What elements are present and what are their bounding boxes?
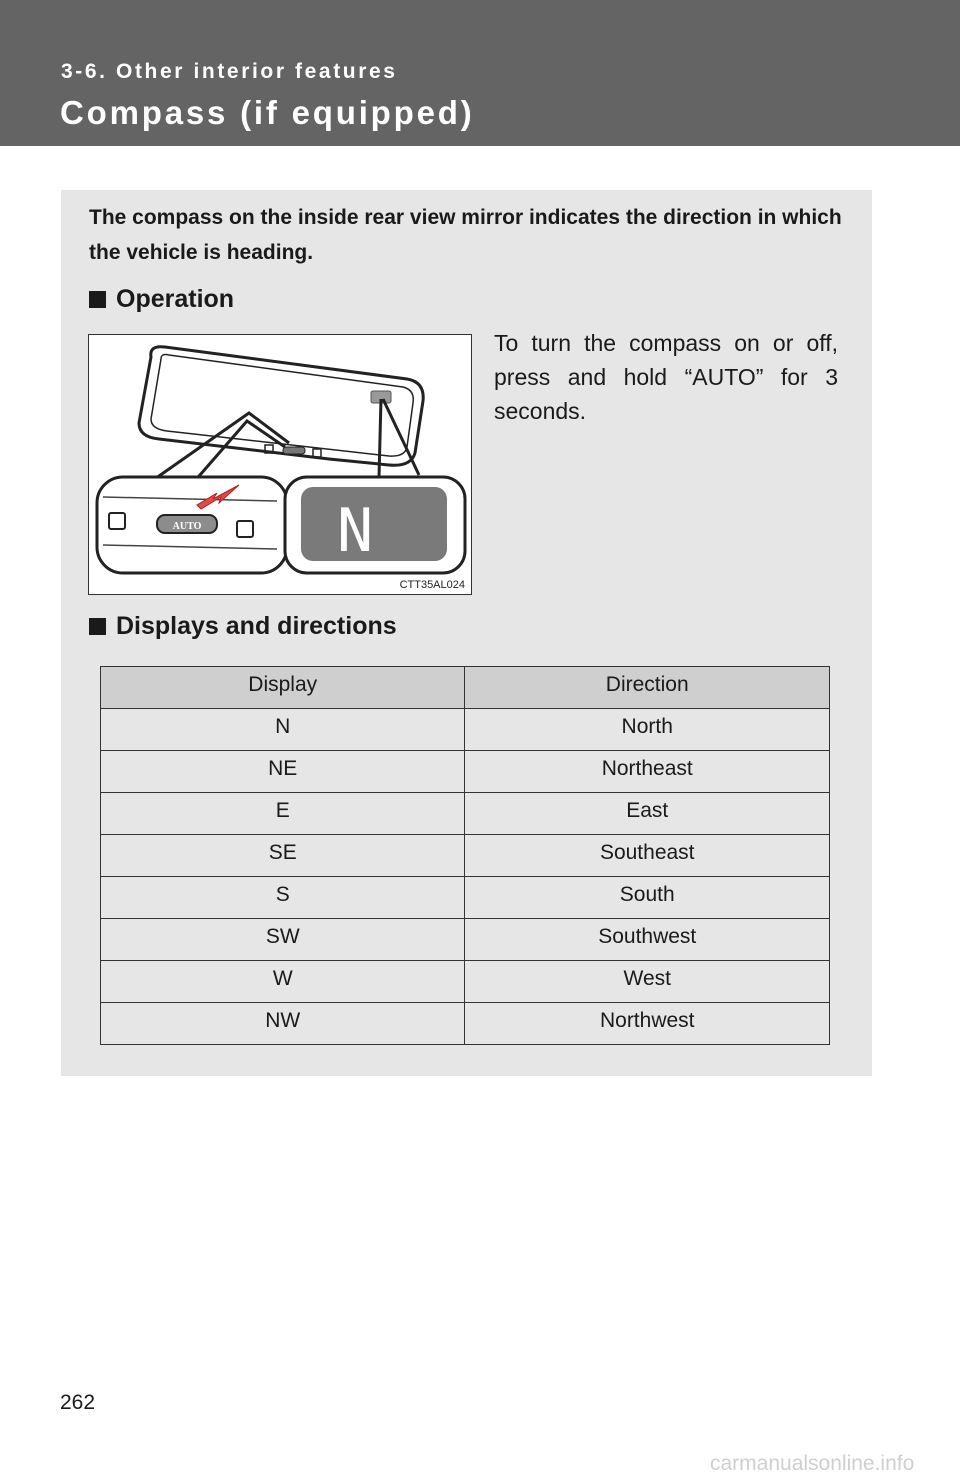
displays-heading xyxy=(89,612,397,641)
intro-paragraph: The compass on the inside rear view mirror indicates the direction in which the vehicle is heading. xyxy=(89,206,842,264)
table-row xyxy=(101,1003,830,1045)
table-row xyxy=(101,709,830,751)
compass-display-letter: N xyxy=(336,496,374,566)
zoom-auto-label: AUTO xyxy=(172,521,202,532)
square-bullet-icon xyxy=(89,618,106,635)
figure-code: CTT35AL024 xyxy=(399,579,465,591)
direction-cell: East xyxy=(465,793,830,835)
square-bullet-icon xyxy=(89,291,106,308)
displays-heading-label: Displays and directions xyxy=(116,612,397,640)
direction-cell: South xyxy=(465,877,830,919)
mirror-illustration xyxy=(88,334,472,595)
display-cell: N xyxy=(101,709,465,751)
table-row xyxy=(101,751,830,793)
display-cell: NW xyxy=(101,1003,465,1045)
direction-cell: West xyxy=(465,961,830,1003)
table-row xyxy=(101,877,830,919)
table-row xyxy=(101,961,830,1003)
compass-display-screen xyxy=(301,487,447,561)
display-cell: E xyxy=(101,793,465,835)
operation-text: To turn the compass on or off, press and hold “AUTO” for 3 seconds. xyxy=(494,330,838,424)
column-header-direction: Direction xyxy=(465,667,830,709)
table-row xyxy=(101,919,830,961)
display-cell: SE xyxy=(101,835,465,877)
table-row xyxy=(101,835,830,877)
callout-left xyxy=(149,413,289,483)
direction-cell: Northeast xyxy=(465,751,830,793)
mirror-inner-outline xyxy=(151,355,413,457)
display-cell: W xyxy=(101,961,465,1003)
table-header-row xyxy=(101,667,830,709)
display-cell: SW xyxy=(101,919,465,961)
column-header-display: Display xyxy=(101,667,465,709)
direction-cell: North xyxy=(465,709,830,751)
watermark: carmanualsonline.info xyxy=(710,1452,915,1475)
direction-cell: Northwest xyxy=(465,1003,830,1045)
mirror-button-auto xyxy=(283,447,305,454)
section-label: 3-6. Other interior features xyxy=(61,60,398,83)
page-title: Compass (if equipped) xyxy=(60,94,475,131)
operation-heading-label: Operation xyxy=(116,285,235,313)
operation-heading xyxy=(89,285,234,314)
page-number: 262 xyxy=(60,1391,96,1414)
direction-cell: Southwest xyxy=(465,919,830,961)
display-cell: NE xyxy=(101,751,465,793)
display-cell: S xyxy=(101,877,465,919)
table-row xyxy=(101,793,830,835)
direction-cell: Southeast xyxy=(465,835,830,877)
mirror-drawing xyxy=(89,335,472,595)
directions-table xyxy=(100,666,830,1045)
